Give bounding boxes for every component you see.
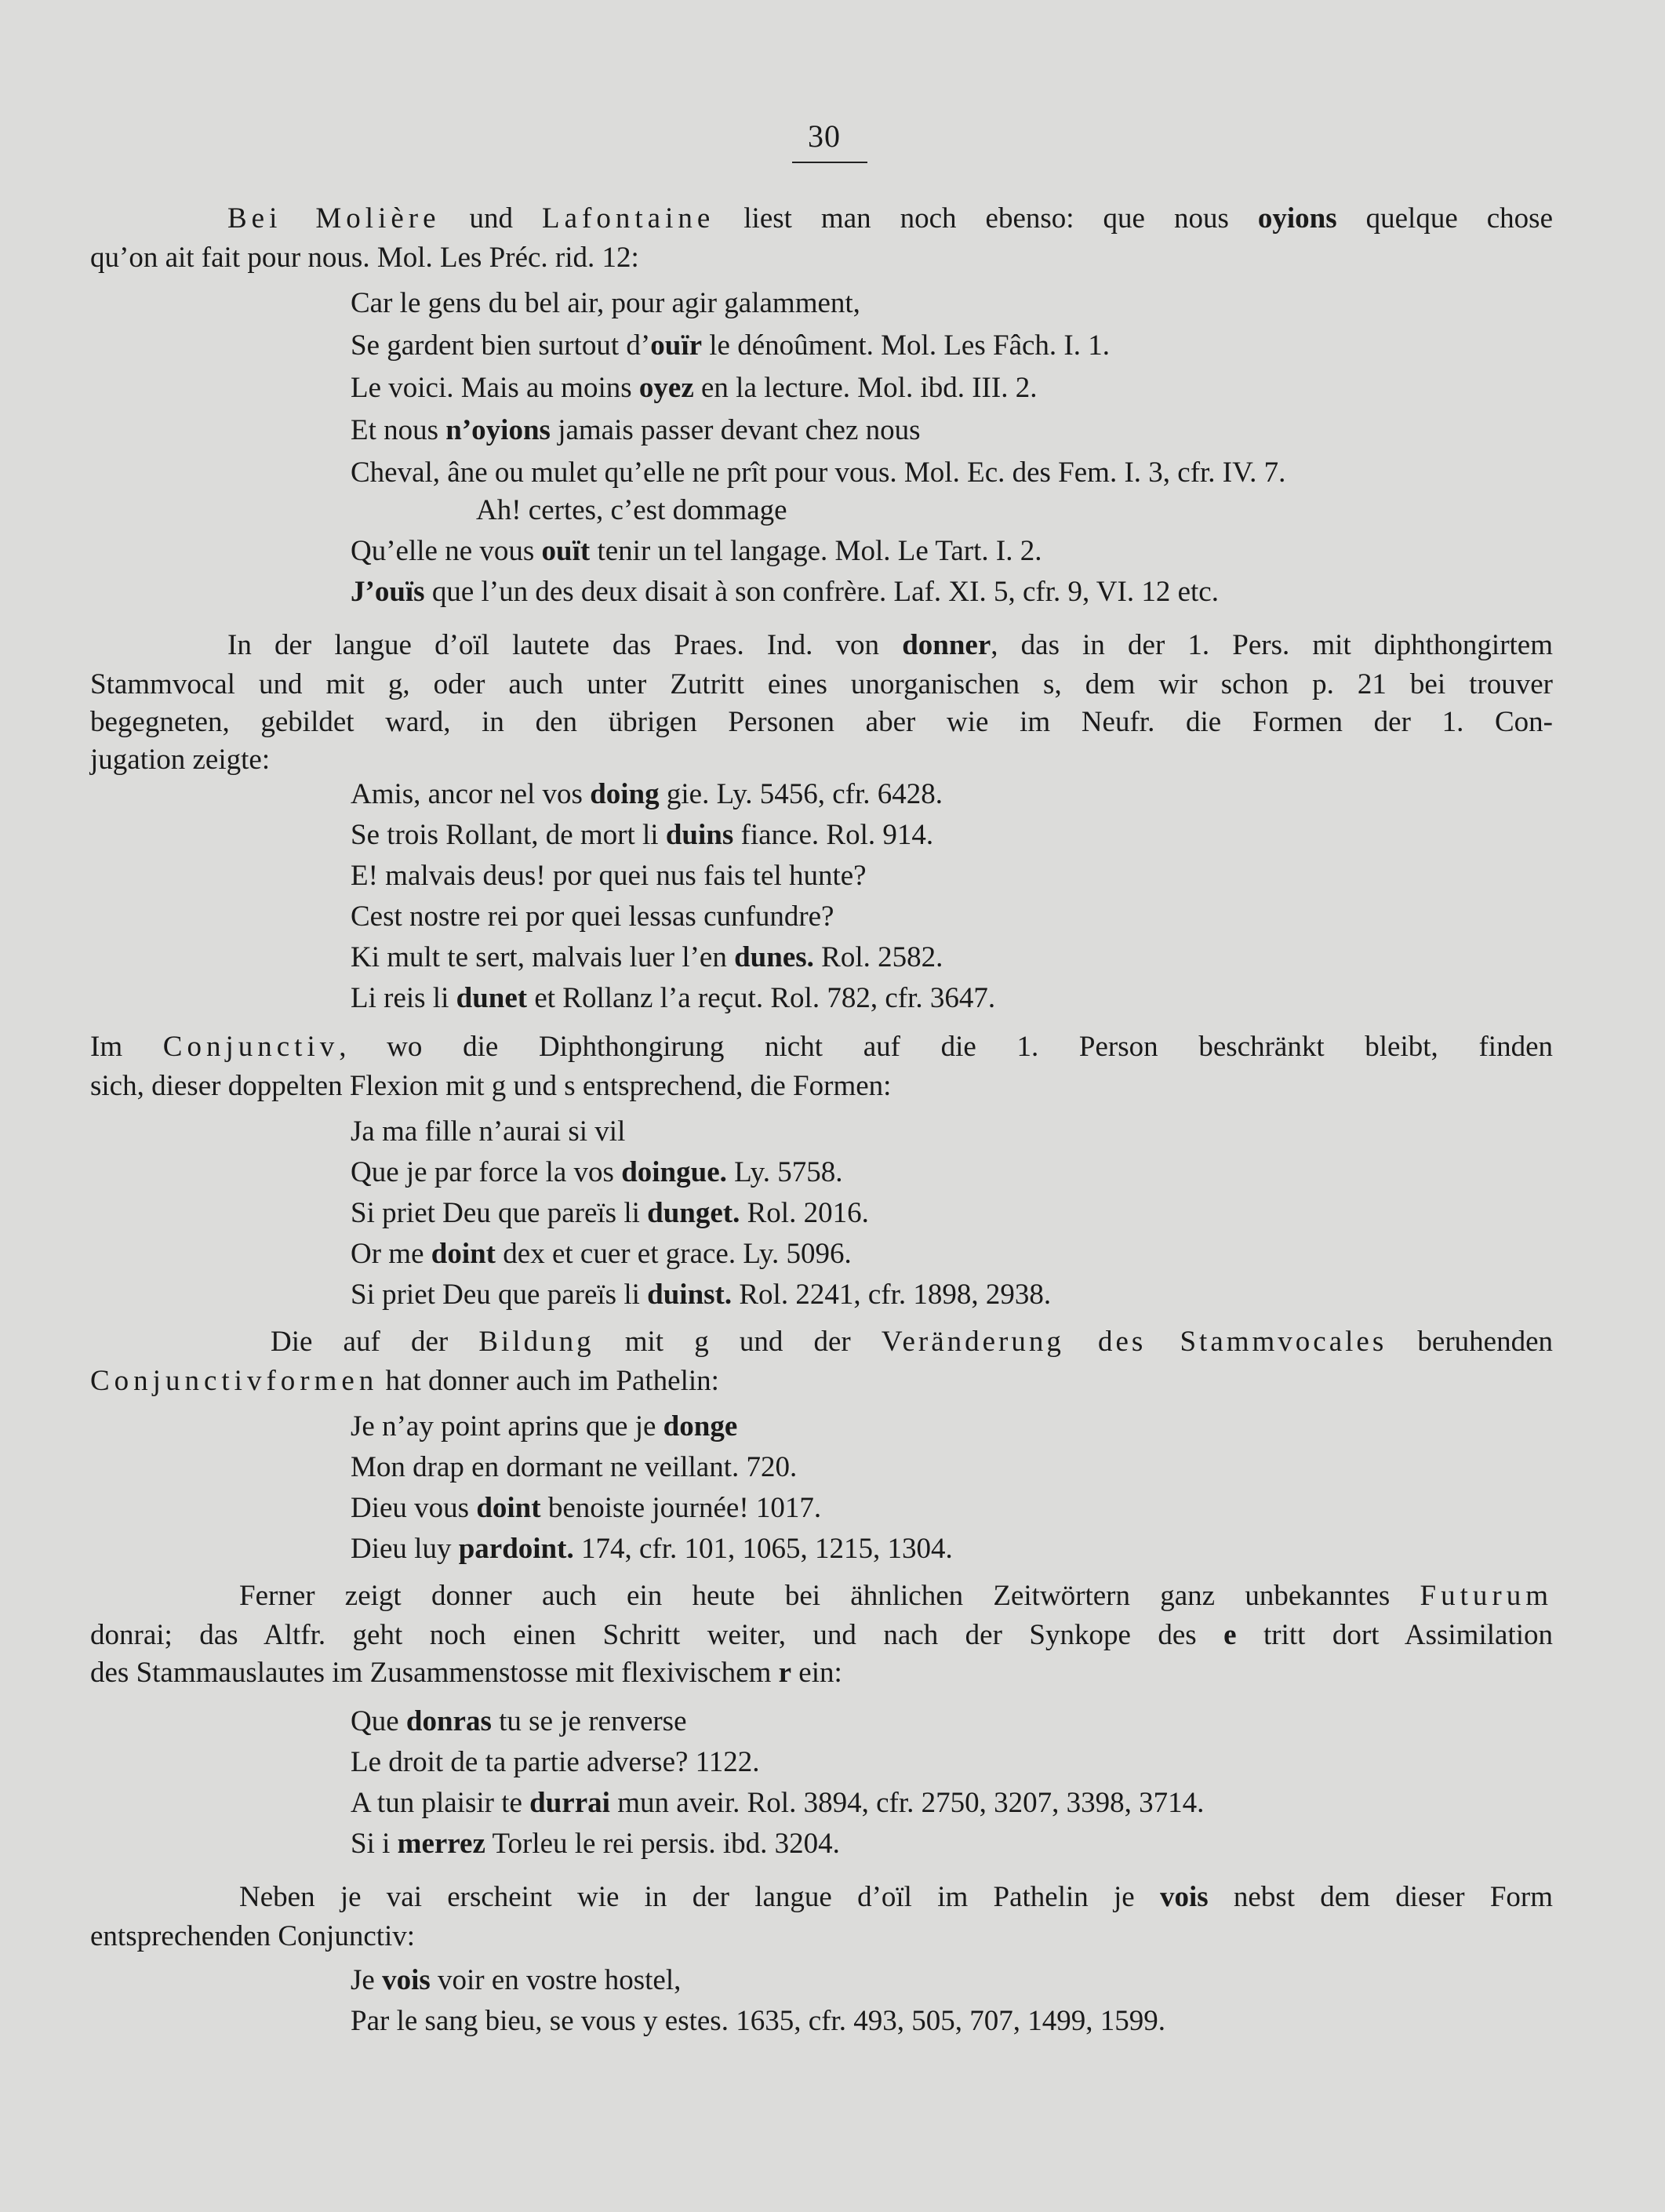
quote-line: Je n’ay point aprins que je donge <box>351 1410 738 1443</box>
quote-line: Dieu vous doint benoiste journée! 1017. <box>351 1492 822 1524</box>
quote-line: Le voici. Mais au moins oyez en la lecture. Mol. ibd. III. 2. <box>351 372 1038 404</box>
quote-line: Ki mult te sert, malvais luer l’en dunes. Rol. 2582. <box>351 941 943 973</box>
text-line: sich, dieser doppelten Flexion mit g und s entsprechend, die Formen: <box>90 1070 892 1102</box>
text-line: begegneten, gebildet ward, in den übrigen Personen aber wie im Neufr. die Formen der 1. Con- <box>90 706 1553 738</box>
quote-line: Amis, ancor nel vos doing gie. Ly. 5456, cfr. 6428. <box>351 778 943 810</box>
text-line: Im Conjunctiv, wo die Diphthongirung nicht auf die 1. Person beschränkt bleibt, finden <box>90 1031 1553 1063</box>
quote-line: Ja ma fille n’aurai si vil <box>351 1115 626 1148</box>
quote-line: Dieu luy pardoint. 174, cfr. 101, 1065, 1215, 1304. <box>351 1533 953 1565</box>
text-line: donrai; das Altfr. geht noch einen Schritt weiter, und nach der Synkope des e tritt dort Assimilation <box>90 1619 1553 1651</box>
page-number: 30 <box>808 118 841 154</box>
quote-line: E! malvais deus! por quei nus fais tel hunte? <box>351 860 867 892</box>
quote-line: Cheval, âne ou mulet qu’elle ne prît pour vous. Mol. Ec. des Fem. I. 3, cfr. IV. 7. <box>351 457 1286 489</box>
quote-line: Je vois voir en vostre hostel, <box>351 1964 682 1996</box>
quote-line: Se trois Rollant, de mort li duins fiance. Rol. 914. <box>351 819 934 851</box>
text-line: Neben je vai erscheint wie in der langue d’oïl im Pathelin je vois nebst dem dieser Form <box>239 1881 1553 1913</box>
quote-line: Li reis li dunet et Rollanz l’a reçut. Rol. 782, cfr. 3647. <box>351 982 996 1014</box>
quote-line: J’ouïs que l’un des deux disait à son confrère. Laf. XI. 5, cfr. 9, VI. 12 etc. <box>351 576 1219 608</box>
text-line: entsprechenden Conjunctiv: <box>90 1920 416 1952</box>
quote-line: Ah! certes, c’est dommage <box>476 494 787 526</box>
quote-line: Si i merrez Torleu le rei persis. ibd. 3204. <box>351 1828 840 1860</box>
quote-line: Qu’elle ne vous ouït tenir un tel langage. Mol. Le Tart. I. 2. <box>351 535 1042 567</box>
text-line: des Stammauslautes im Zusammenstosse mit flexivischem r ein: <box>90 1657 842 1689</box>
text-line: Ferner zeigt donner auch ein heute bei ähnlichen Zeitwörtern ganz unbekanntes Futurum <box>239 1580 1553 1612</box>
text-line: Bei Molière und Lafontaine liest man noch ebenso: que nous oyions quelque chose <box>227 202 1554 235</box>
quote-line: Que donras tu se je renverse <box>351 1705 687 1737</box>
quote-line: Par le sang bieu, se vous y estes. 1635, cfr. 493, 505, 707, 1499, 1599. <box>351 2005 1165 2037</box>
quote-line: Car le gens du bel air, pour agir galamment, <box>351 287 860 319</box>
quote-line: Si priet Deu que pareïs li duinst. Rol. 2241, cfr. 1898, 2938. <box>351 1279 1052 1311</box>
quote-line: Si priet Deu que pareïs li dunget. Rol. 2016. <box>351 1197 869 1229</box>
quote-line: A tun plaisir te durrai mun aveir. Rol. 3894, cfr. 2750, 3207, 3398, 3714. <box>351 1787 1205 1819</box>
text-line: In der langue d’oïl lautete das Praes. Ind. von donner, das in der 1. Pers. mit diphthongirtem <box>227 629 1554 661</box>
quote-line: Se gardent bien surtout d’ouïr le dénoûment. Mol. Les Fâch. I. 1. <box>351 329 1110 362</box>
text-line: jugation zeigte: <box>90 744 271 776</box>
quote-line: Que je par force la vos doingue. Ly. 5758. <box>351 1156 843 1188</box>
text-line: qu’on ait fait pour nous. Mol. Les Préc. rid. 12: <box>90 242 639 274</box>
quote-line: Le droit de ta partie adverse? 1122. <box>351 1746 760 1778</box>
quote-line: Or me doint dex et cuer et grace. Ly. 5096. <box>351 1238 852 1270</box>
text-line: Stammvocal und mit g, oder auch unter Zutritt eines unorganischen s, dem wir schon p. 21 bei trouver <box>90 668 1553 700</box>
quote-line: Et nous n’oyions jamais passer devant chez nous <box>351 414 921 446</box>
quote-line: Cest nostre rei por quei lessas cunfundre? <box>351 900 834 933</box>
page-number-rule <box>792 162 867 163</box>
text-line: Die auf der Bildung mit g und der Veränderung des Stammvocales beruhenden <box>271 1326 1553 1358</box>
quote-line: Mon drap en dormant ne veillant. 720. <box>351 1451 798 1483</box>
text-line: Conjunctivformen hat donner auch im Pathelin: <box>90 1365 719 1397</box>
